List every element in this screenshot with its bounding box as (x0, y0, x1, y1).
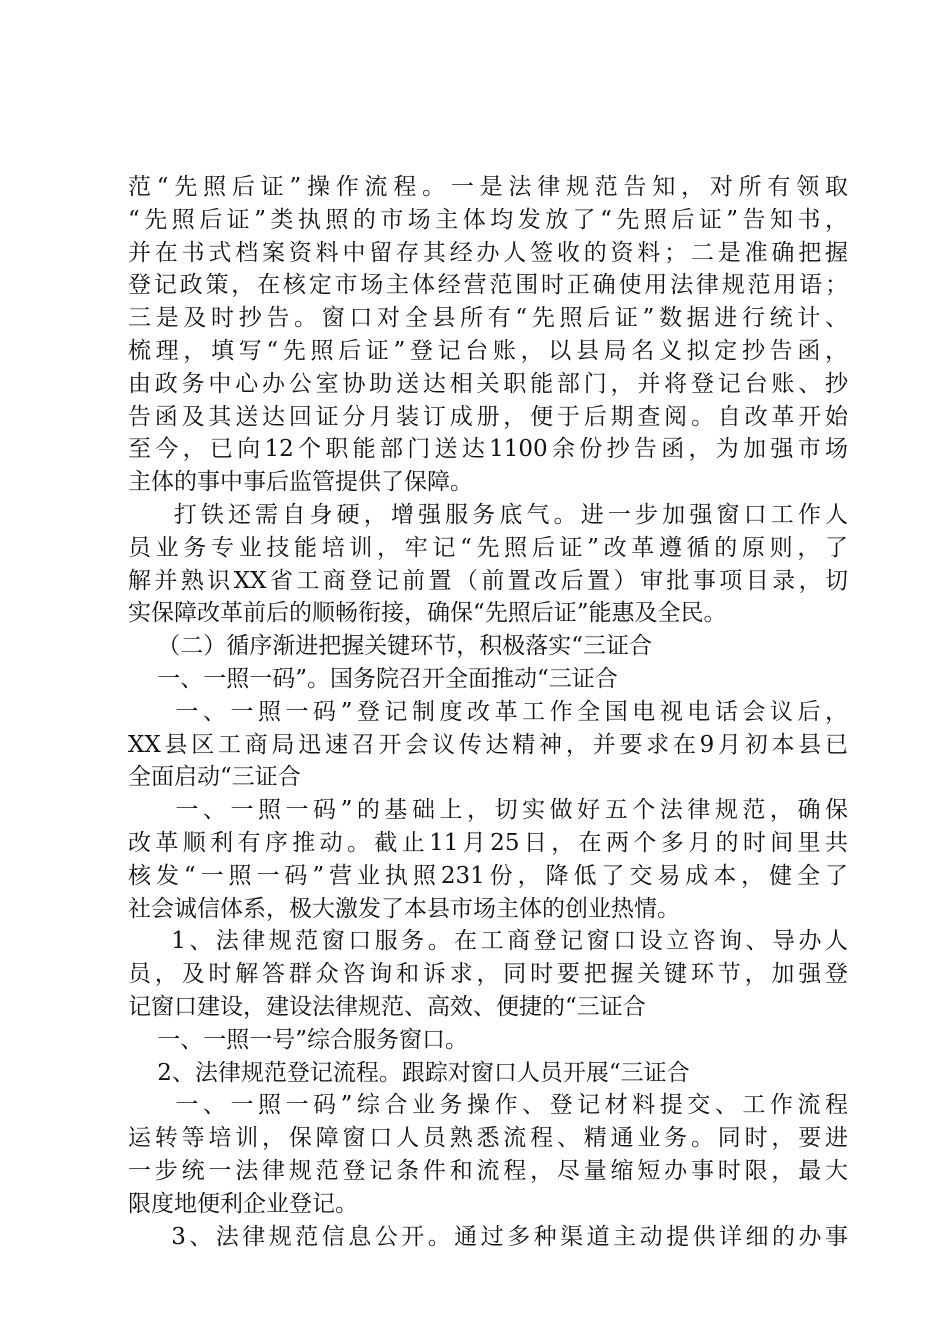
text-line: （二）循序渐进把握关键环节，积极落实“三证合 (128, 633, 653, 660)
body-text (128, 171, 848, 1253)
text-line: 限度地便利企业登记。 (128, 1190, 358, 1217)
text-line: 记窗口建设，建设法律规范、高效、便捷的“三证合 (128, 993, 646, 1020)
text-line: 一、一照一码”综合业务操作、登记材料提交、工作流程 (128, 1092, 848, 1119)
text-line: 范“先照后证”操作流程。一是法律规范告知，对所有领取 (128, 174, 848, 200)
text-line: 登记政策，在核定市场主体经营范围时正确使用法律规范用语； (128, 272, 848, 299)
text-line: 三是及时抄告。窗口对全县所有“先照后证”数据进行统计、 (128, 305, 848, 332)
text-line: “先照后证”类执照的市场主体均发放了“先照后证”告知书， (128, 206, 848, 233)
text-line: 员业务专业技能培训，牢记“先照后证”改革遵循的原则，了 (128, 534, 848, 561)
text-line: 告函及其送达回证分月装订成册，便于后期查阅。自改革开始 (128, 403, 848, 430)
text-line: 一、一照一码”。国务院召开全面推动“三证合 (128, 665, 618, 692)
text-line: 一、一照一码”的基础上，切实做好五个法律规范，确保 (128, 797, 848, 824)
text-line: 运转等培训，保障窗口人员熟悉流程、精通业务。同时，要进 (128, 1125, 848, 1152)
text-line: 至今，已向12个职能部门送达1100余份抄告函，为加强市场 (128, 436, 848, 463)
text-line: 1、法律规范窗口服务。在工商登记窗口设立咨询、导办人 (128, 928, 848, 955)
text-line: 并在书式档案资料中留存其经办人签收的资料；二是准确把握 (128, 239, 848, 266)
text-line: 社会诚信体系，极大激发了本县市场主体的创业热情。 (128, 895, 680, 922)
text-line: 核发“一照一码”营业执照231份，降低了交易成本，健全了 (128, 862, 848, 889)
text-line: 全面启动“三证合 (128, 764, 301, 791)
text-line: 一步统一法律规范登记条件和流程，尽量缩短办事时限，最大 (128, 1157, 848, 1184)
text-line: 梳理，填写“先照后证”登记台账，以县局名义拟定抄告函， (128, 337, 848, 364)
text-line: 3、法律规范信息公开。通过多种渠道主动提供详细的办事 (128, 1223, 848, 1250)
text-line: 实保障改革前后的顺畅衔接，确保“先照后证”能惠及全民。 (128, 600, 727, 627)
text-line: 由政务中心办公室协助送达相关职能部门，并将登记台账、抄 (128, 370, 848, 397)
text-line: 改革顺利有序推动。截止11月25日，在两个多月的时间里共 (128, 829, 848, 856)
text-line: 主体的事中事后监管提供了保障。 (128, 469, 473, 496)
text-line: 员，及时解答群众咨询和诉求，同时要把握关键环节，加强登 (128, 961, 848, 988)
text-line: 打铁还需自身硬，增强服务底气。进一步加强窗口工作人 (128, 501, 848, 528)
text-line: XX县区工商局迅速召开会议传达精神，并要求在9月初本县已 (128, 731, 848, 758)
text-line: 解并熟识XX省工商登记前置（前置改后置）审批事项目录，切 (128, 567, 848, 594)
text-line: 一、一照一号”综合服务窗口。 (128, 1026, 469, 1053)
text-line: 一、一照一码”登记制度改革工作全国电视电话会议后， (128, 698, 848, 725)
text-line: 2、法律规范登记流程。跟踪对窗口人员开展“三证合 (128, 1059, 690, 1086)
